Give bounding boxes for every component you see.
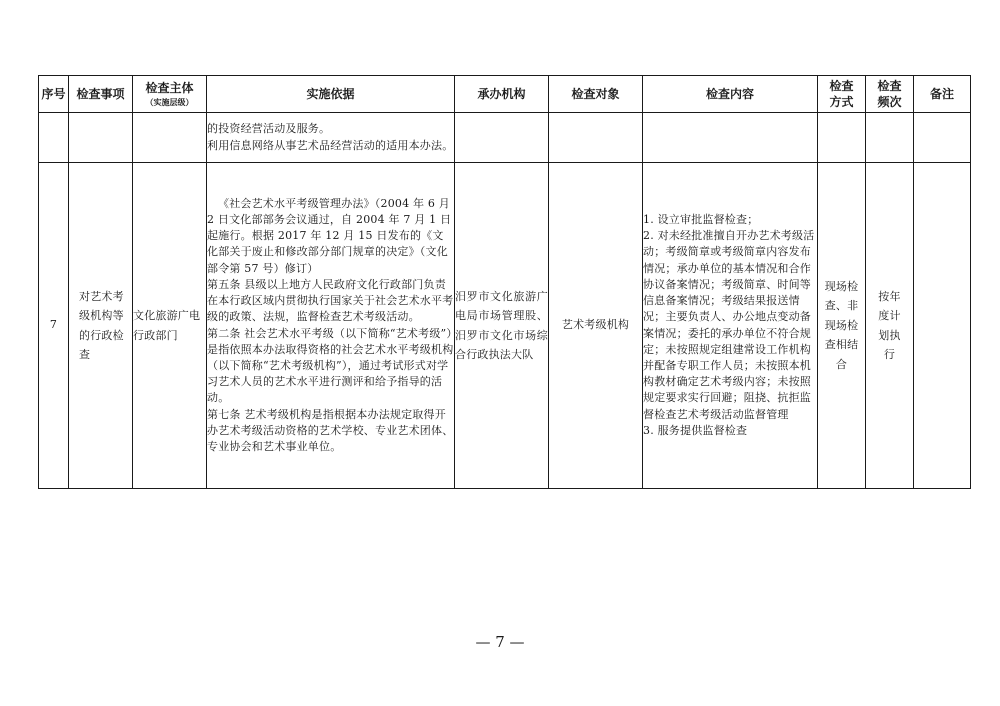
- inspection-table: [38, 75, 971, 489]
- content-paragraph: 2. 对未经批准擅自开办艺术考级活动；考级简章或考级简章内容发布情况；承办单位的基本情况和合作协议备案情况；考级简章、时间等信息备案情况；考级结果报送情况；主要负责人、办公地点变动备案情况；委托的承办单位不符合规定；未按照规定组建常设工作机构并配备专职工作人员；未按照本机构教材确定艺术考级内容；未按照规定要求实行回避；阻挠、抗拒监督检查艺术考级活动监督管理: [643, 229, 815, 421]
- header-row: [39, 76, 971, 113]
- header-item: 检查事项: [69, 76, 133, 113]
- header-subject-sub: （实施层级）: [145, 97, 194, 107]
- basis-paragraph: 第五条 县级以上地方人民政府文化行政部门负责在本行政区域内贯彻执行国家关于社会艺术水平考级的政策、法规，监督检查艺术考级活动。: [207, 277, 454, 324]
- row-no: 7: [39, 163, 69, 489]
- basis-line: 利用信息网络从事艺术品经营活动的适用本办法。: [207, 138, 454, 152]
- row-object: 艺术考级机构: [549, 163, 643, 489]
- header-remark: 备注: [914, 76, 971, 113]
- content-paragraph: 1. 设立审批监督检查；: [643, 213, 759, 227]
- header-org: 承办机构: [455, 76, 549, 113]
- page-number: — 7 —: [475, 633, 525, 651]
- row-content: [643, 163, 818, 489]
- row-remark: [914, 163, 971, 489]
- basis-line: 的投资经营活动及服务。: [207, 122, 331, 136]
- row-item: 对艺术考级机构等的行政检查: [69, 163, 133, 489]
- continued-row: [39, 113, 971, 163]
- row-method: 现场检查、非现场检查相结合: [818, 163, 866, 489]
- row-subject: 文化旅游广电行政部门: [133, 163, 207, 489]
- header-object: 检查对象: [549, 76, 643, 113]
- row-org: 汨罗市文化旅游广电局市场管理股、汨罗市文化市场综合行政执法大队: [455, 163, 549, 489]
- table-row: [39, 163, 971, 489]
- row-basis: [207, 163, 455, 489]
- content-paragraph: 3. 服务提供监督检查: [643, 423, 748, 437]
- basis-paragraph: 第二条 社会艺术水平考级（以下简称“艺术考级”）是指依照本办法取得资格的社会艺术水平考级机构（以下简称“艺术考级机构”），通过考试形式对学习艺术人员的艺术水平进行测评和给予指导的活动。: [207, 326, 454, 405]
- header-no: 序号: [39, 76, 69, 113]
- header-basis: 实施依据: [207, 76, 455, 113]
- basis-paragraph: 《社会艺术水平考级管理办法》（2004 年 6 月 2 日文化部部务会议通过，自 2004 年 7 月 1 日起施行。根据 2017 年 12 月 15 日发布的《文化部关于废止和修改部分部门规章的决定》（文化部令第 57 号）修订）: [207, 196, 452, 275]
- header-freq: 检查频次: [866, 76, 914, 113]
- header-subject: 检查主体 （实施层级）: [133, 76, 207, 113]
- row-freq: 按年度计划执行: [866, 163, 914, 489]
- header-method: 检查方式: [818, 76, 866, 113]
- continued-basis: [207, 113, 455, 163]
- header-content: 检查内容: [643, 76, 818, 113]
- basis-paragraph: 第七条 艺术考级机构是指根据本办法规定取得开办艺术考级活动资格的艺术学校、专业艺术团体、专业协会和艺术事业单位。: [207, 407, 454, 453]
